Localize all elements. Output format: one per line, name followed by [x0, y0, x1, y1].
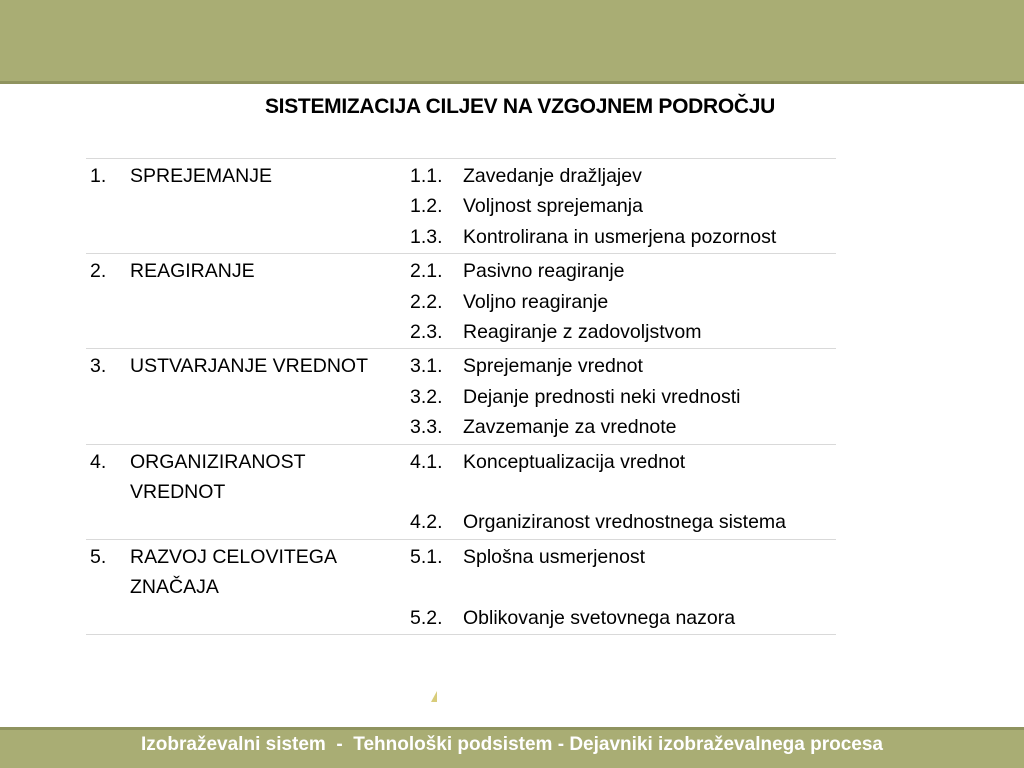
subcategory-list [410, 447, 836, 538]
subcategory-label: Reagiranje z zadovoljstvom [463, 321, 702, 344]
subcategory-item [410, 256, 836, 286]
category-number: 4. [90, 450, 107, 473]
subcategory-item [410, 161, 836, 191]
category-cell [86, 542, 410, 633]
subcategory-label: Zavzemanje za vrednote [463, 416, 677, 439]
subcategory-number: 2.3. [410, 321, 443, 344]
subcategory-label: Zavedanje dražljajev [463, 165, 642, 187]
category-number: 2. [90, 260, 107, 283]
category-cell [86, 256, 410, 347]
subcategory-item [410, 351, 836, 381]
subcategory-number: 4.1. [410, 450, 443, 473]
spacer [410, 477, 836, 507]
category-number: 3. [90, 355, 107, 378]
subcategory-item [410, 507, 836, 537]
subcategory-label: Dejanje prednosti neki vrednosti [463, 385, 741, 408]
spacer [410, 572, 836, 602]
slide-title: SISTEMIZACIJA CILJEV NA VZGOJNEM PODROČJU [264, 95, 776, 118]
goals-table [86, 158, 836, 635]
table-row [86, 349, 836, 444]
category-label: ORGANIZIRANOST VREDNOT [130, 450, 306, 504]
category-cell [86, 447, 410, 538]
subcategory-number: 4.2. [410, 511, 443, 534]
header-band [0, 0, 1024, 84]
category-cell [86, 161, 410, 252]
subcategory-number: 1.3. [410, 225, 443, 248]
subcategory-item [410, 603, 836, 633]
subcategory-item [410, 382, 836, 412]
subcategory-number: 5.2. [410, 606, 443, 629]
subcategory-label: Splošna usmerjenost [463, 545, 646, 568]
subcategory-label: Voljnost sprejemanja [463, 195, 643, 218]
subcategory-list [410, 256, 836, 347]
category-cell [86, 351, 410, 442]
table-row [86, 159, 836, 254]
table-row [86, 254, 836, 349]
subcategory-item [410, 191, 836, 221]
subcategory-label: Oblikovanje svetovnega nazora [463, 606, 736, 629]
subcategory-number: 3.3. [410, 416, 443, 439]
subcategory-number: 1.2. [410, 195, 443, 218]
subcategory-label: Sprejemanje vrednot [463, 355, 643, 378]
subcategory-item [410, 542, 836, 572]
subcategory-item [410, 222, 836, 252]
category-number: 5. [90, 545, 107, 568]
subcategory-label: Pasivno reagiranje [463, 260, 625, 283]
category-label: REAGIRANJE [130, 260, 255, 283]
subcategory-label: Organiziranost vrednostnega sistema [463, 511, 786, 534]
subcategory-number: 1.1. [410, 165, 443, 187]
subcategory-label: Konceptualizacija vrednot [463, 450, 686, 473]
subcategory-label: Kontrolirana in usmerjena pozornost [463, 225, 777, 248]
subcategory-item [410, 317, 836, 347]
subcategory-item [410, 447, 836, 477]
subcategory-list [410, 542, 836, 633]
category-label: RAZVOJ CELOVITEGA ZNAČAJA [130, 545, 336, 599]
subcategory-number: 2.2. [410, 290, 443, 313]
subcategory-number: 3.1. [410, 355, 443, 378]
subcategory-number: 3.2. [410, 385, 443, 408]
subcategory-list [410, 351, 836, 442]
category-label: USTVARJANJE VREDNOT [130, 355, 368, 378]
table-row [86, 540, 836, 635]
footer-text: Izobraževalni sistem - Tehnološki podsistem - Dejavniki izobraževalnega procesa [141, 734, 883, 755]
subcategory-number: 2.1. [410, 260, 443, 283]
table-row [86, 445, 836, 540]
category-number: 1. [90, 165, 107, 187]
subcategory-list [410, 161, 836, 252]
category-label: SPREJEMANJE [130, 165, 272, 187]
subcategory-label: Voljno reagiranje [463, 290, 609, 313]
pen-cursor-icon [431, 691, 437, 702]
subcategory-number: 5.1. [410, 545, 443, 568]
subcategory-item [410, 287, 836, 317]
subcategory-item [410, 412, 836, 442]
